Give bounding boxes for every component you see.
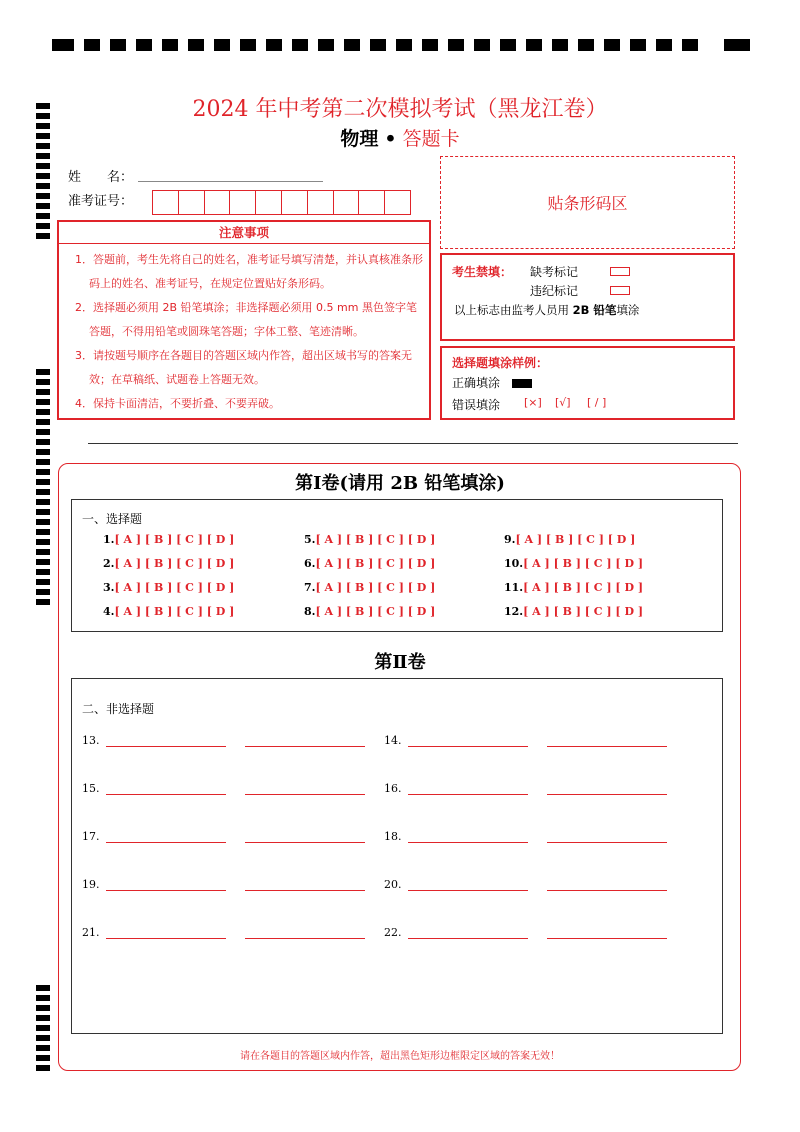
id-box[interactable]: [255, 190, 282, 215]
notice-item: 4．保持卡面清洁，不要折叠、不要弄破。: [75, 397, 280, 410]
id-box[interactable]: [307, 190, 334, 215]
q-number: 2.: [103, 557, 115, 570]
q-number: 8.: [304, 605, 316, 618]
q-number: 5.: [304, 533, 316, 546]
answer-line[interactable]: [547, 890, 667, 891]
fill-sample-panel: [440, 346, 735, 420]
answer-line[interactable]: [245, 794, 365, 795]
id-box[interactable]: [333, 190, 360, 215]
q-number: 10.: [504, 557, 524, 570]
answer-line[interactable]: [106, 794, 226, 795]
q-number: 6.: [304, 557, 316, 570]
question-15: 15.: [82, 782, 100, 795]
part1-title: 第Ⅰ卷(请用 2B 铅笔填涂): [295, 473, 505, 494]
id-box[interactable]: [178, 190, 205, 215]
divider-line: [88, 443, 738, 444]
id-box[interactable]: [152, 190, 179, 215]
wrong-mark-1: [×]: [524, 396, 542, 409]
mc-question-11[interactable]: [504, 581, 643, 594]
question-22: 22.: [384, 926, 402, 939]
notice-item: 1．答题前，考生先将自己的姓名，准考证号填写清楚，并认真核准条形码上的姓名、准考证号，在规定位置贴好条形码。: [75, 253, 423, 290]
q-options[interactable]: [ A ] [ B ] [ C ] [ D ]: [523, 581, 644, 594]
q-options[interactable]: [ A ] [ B ] [ C ] [ D ]: [515, 533, 636, 546]
absent-label: 缺考标记: [530, 265, 579, 279]
footer-warning: 请在各题目的答题区域内作答，超出黑色矩形边框限定区域的答案无效！: [240, 1051, 560, 1062]
answer-line[interactable]: [106, 938, 226, 939]
wrong-mark-3: [ / ]: [587, 396, 607, 409]
answer-line[interactable]: [547, 938, 667, 939]
id-box[interactable]: [229, 190, 256, 215]
violation-label: 违纪标记: [530, 284, 579, 298]
answer-line[interactable]: [408, 938, 528, 939]
notice-item: 3．请按题号顺序在各题目的答题区域内作答，超出区域书写的答案无效；在草稿纸、试题卷上答题无效。: [75, 349, 412, 386]
notice-item: 2．选择题必须用 2B 铅笔填涂；非选择题必须用 0.5 mm 黑色签字笔答题，不得用铅笔或圆珠笔答题；字体工整、笔迹清晰。: [75, 301, 417, 338]
part2-title: 第Ⅱ卷: [374, 652, 426, 673]
q-options[interactable]: [ A ] [ B ] [ C ] [ D ]: [315, 533, 436, 546]
mc-question-8[interactable]: [304, 605, 435, 618]
q-options[interactable]: [ A ] [ B ] [ C ] [ D ]: [315, 557, 436, 570]
answer-line[interactable]: [106, 842, 226, 843]
q-options[interactable]: [ A ] [ B ] [ C ] [ D ]: [114, 557, 235, 570]
correct-label: 正确填涂: [452, 376, 501, 390]
id-label: 准考证号：: [68, 194, 134, 209]
forbid-note-pre: 以上标志由监考人员用: [454, 303, 569, 317]
answer-line[interactable]: [106, 746, 226, 747]
card-label: 答题卡: [402, 128, 460, 150]
q-number: 9.: [504, 533, 516, 546]
q-options[interactable]: [ A ] [ B ] [ C ] [ D ]: [523, 557, 644, 570]
q-options[interactable]: [ A ] [ B ] [ C ] [ D ]: [315, 581, 436, 594]
q-number: 11.: [504, 581, 524, 594]
card-subtitle: [0, 124, 800, 151]
forbid-note: [454, 302, 639, 318]
id-box[interactable]: [358, 190, 385, 215]
answer-line[interactable]: [245, 842, 365, 843]
mc-question-3[interactable]: [103, 581, 234, 594]
q-options[interactable]: [ A ] [ B ] [ C ] [ D ]: [523, 605, 644, 618]
answer-line[interactable]: [547, 746, 667, 747]
question-14: 14.: [384, 734, 402, 747]
violation-mark-box[interactable]: [610, 286, 630, 295]
mc-question-5[interactable]: [304, 533, 435, 546]
answer-line[interactable]: [408, 794, 528, 795]
id-box[interactable]: [384, 190, 411, 215]
correct-fill-sample: [512, 379, 532, 388]
wrong-mark-2: [√]: [555, 396, 571, 409]
question-17: 17.: [82, 830, 100, 843]
q-number: 3.: [103, 581, 115, 594]
name-field[interactable]: [138, 181, 323, 182]
non-mc-box: [71, 678, 723, 1034]
forbid-panel: [440, 253, 735, 341]
forbid-note-post: 填涂: [616, 303, 640, 317]
subject-label: 物理: [340, 128, 379, 150]
notice-heading: 注意事项: [59, 222, 429, 244]
id-number-boxes[interactable]: [152, 190, 410, 215]
top-timing-marks: [52, 39, 750, 51]
q-number: 7.: [304, 581, 316, 594]
question-20: 20.: [384, 878, 402, 891]
question-16: 16.: [384, 782, 402, 795]
absent-mark-box[interactable]: [610, 267, 630, 276]
mc-question-6[interactable]: [304, 557, 435, 570]
answer-line[interactable]: [547, 794, 667, 795]
mc-question-7[interactable]: [304, 581, 435, 594]
barcode-area: [440, 156, 735, 249]
exam-title: 2024 年中考第二次模拟考试（黑龙江卷）: [192, 97, 608, 122]
barcode-label: 贴条形码区: [547, 194, 628, 213]
wrong-label: 错误填涂: [452, 398, 501, 412]
notice-panel: [57, 220, 431, 420]
mc-question-4[interactable]: [103, 605, 234, 618]
answer-line[interactable]: [245, 890, 365, 891]
mc-question-1[interactable]: [103, 533, 234, 546]
mc-question-12[interactable]: [504, 605, 643, 618]
question-21: 21.: [82, 926, 100, 939]
q-options[interactable]: [ A ] [ B ] [ C ] [ D ]: [114, 581, 235, 594]
q-number: 1.: [103, 533, 115, 546]
answer-line[interactable]: [106, 890, 226, 891]
subtitle-dot: •: [384, 128, 397, 150]
answer-line[interactable]: [408, 890, 528, 891]
answer-line[interactable]: [245, 746, 365, 747]
q-number: 12.: [504, 605, 524, 618]
q-options[interactable]: [ A ] [ B ] [ C ] [ D ]: [315, 605, 436, 618]
name-label: 姓 名：: [68, 170, 134, 185]
mc-question-10[interactable]: [504, 557, 643, 570]
answer-line[interactable]: [547, 842, 667, 843]
id-box[interactable]: [281, 190, 308, 215]
mc-section-label: 一、选择题: [82, 512, 143, 526]
q-options[interactable]: [ A ] [ B ] [ C ] [ D ]: [114, 533, 235, 546]
q-options[interactable]: [ A ] [ B ] [ C ] [ D ]: [114, 605, 235, 618]
answer-line[interactable]: [245, 938, 365, 939]
mc-question-2[interactable]: [103, 557, 234, 570]
question-13: 13.: [82, 734, 100, 747]
forbid-heading: 考生禁填：: [452, 265, 513, 279]
q-number: 4.: [103, 605, 115, 618]
forbid-note-bold: 2B 铅笔: [572, 303, 617, 317]
mc-question-9[interactable]: [504, 533, 635, 546]
answer-line[interactable]: [408, 746, 528, 747]
question-19: 19.: [82, 878, 100, 891]
non-mc-section-label: 二、非选择题: [82, 702, 155, 716]
answer-line[interactable]: [408, 842, 528, 843]
question-18: 18.: [384, 830, 402, 843]
sample-heading: 选择题填涂样例：: [452, 356, 549, 370]
id-box[interactable]: [204, 190, 231, 215]
